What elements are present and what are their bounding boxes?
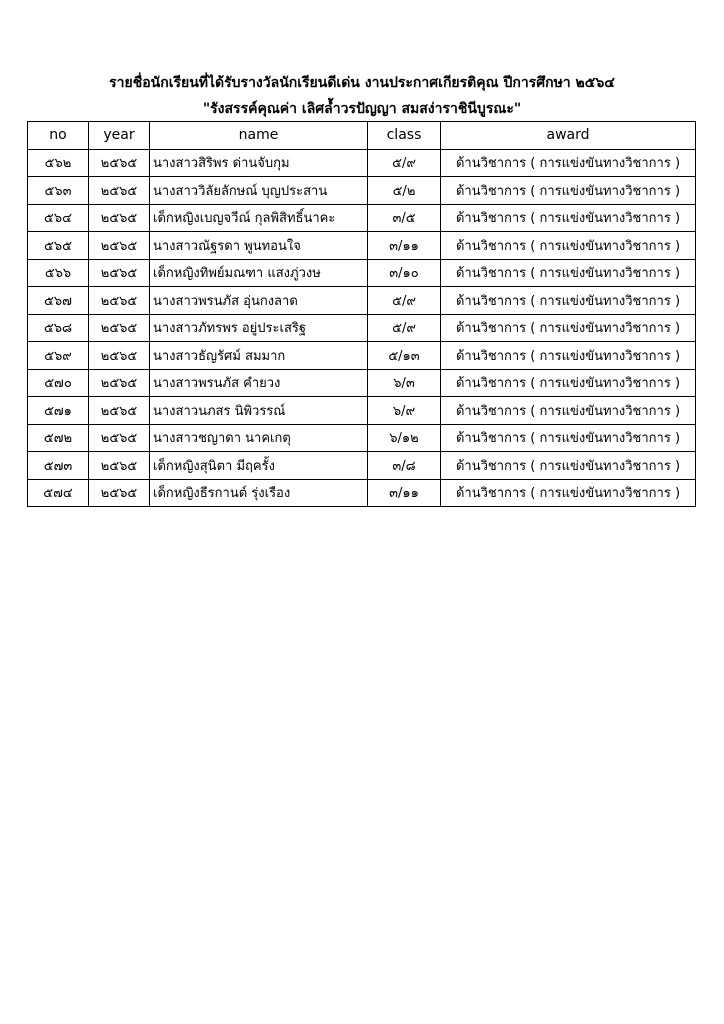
cell-no: ๕๖๙	[28, 342, 89, 370]
cell-no: ๕๖๗	[28, 287, 89, 315]
cell-award: ด้านวิชาการ ( การแข่งขันทางวิชาการ )	[441, 314, 696, 342]
table-row	[28, 397, 696, 425]
cell-award: ด้านวิชาการ ( การแข่งขันทางวิชาการ )	[441, 232, 696, 260]
cell-class: ๓/๕	[368, 204, 441, 232]
cell-class: ๖/๙	[368, 397, 441, 425]
cell-no: ๕๖๒	[28, 149, 89, 177]
cell-no: ๕๗๓	[28, 452, 89, 480]
cell-award: ด้านวิชาการ ( การแข่งขันทางวิชาการ )	[441, 204, 696, 232]
cell-class: ๓/๑๑	[368, 232, 441, 260]
cell-year: ๒๕๖๕	[89, 287, 150, 315]
table-row	[28, 287, 696, 315]
table-row	[28, 232, 696, 260]
cell-award: ด้านวิชาการ ( การแข่งขันทางวิชาการ )	[441, 177, 696, 205]
header-year: year	[89, 122, 150, 150]
cell-award: ด้านวิชาการ ( การแข่งขันทางวิชาการ )	[441, 479, 696, 507]
cell-year: ๒๕๖๕	[89, 177, 150, 205]
cell-no: ๕๖๓	[28, 177, 89, 205]
cell-name: นางสาวชญาดา นาคเกตุ	[150, 424, 368, 452]
cell-award: ด้านวิชาการ ( การแข่งขันทางวิชาการ )	[441, 397, 696, 425]
cell-year: ๒๕๖๕	[89, 397, 150, 425]
cell-name: เด็กหญิงธีรกานต์ รุ่งเรือง	[150, 479, 368, 507]
cell-name: เด็กหญิงสุนิตา มีฤครั้ง	[150, 452, 368, 480]
cell-class: ๓/๑๑	[368, 479, 441, 507]
cell-year: ๒๕๖๕	[89, 204, 150, 232]
table-row	[28, 369, 696, 397]
header-no: no	[28, 122, 89, 150]
cell-class: ๕/๙	[368, 287, 441, 315]
cell-year: ๒๕๖๕	[89, 259, 150, 287]
cell-class: ๕/๒	[368, 177, 441, 205]
cell-year: ๒๕๖๕	[89, 424, 150, 452]
cell-name: เด็กหญิงทิพย์มณฑา แสงภู่วงษ	[150, 259, 368, 287]
cell-award: ด้านวิชาการ ( การแข่งขันทางวิชาการ )	[441, 287, 696, 315]
cell-no: ๕๗๑	[28, 397, 89, 425]
cell-year: ๒๕๖๕	[89, 452, 150, 480]
cell-name: นางสาวธัญรัศม์ สมมาก	[150, 342, 368, 370]
cell-award: ด้านวิชาการ ( การแข่งขันทางวิชาการ )	[441, 342, 696, 370]
cell-name: นางสาวภัทรพร อยู่ประเสริฐ	[150, 314, 368, 342]
table-row	[28, 259, 696, 287]
cell-class: ๕/๙	[368, 314, 441, 342]
header-name: name	[150, 122, 368, 150]
cell-class: ๖/๓	[368, 369, 441, 397]
cell-name: นางสาววิลัยลักษณ์ บุญประสาน	[150, 177, 368, 205]
cell-name: นางสาวพรนภัส คำยวง	[150, 369, 368, 397]
cell-no: ๕๗๐	[28, 369, 89, 397]
cell-name: นางสาวนภสร นิพิวรรณ์	[150, 397, 368, 425]
awards-table	[27, 121, 696, 507]
cell-year: ๒๕๖๕	[89, 369, 150, 397]
cell-no: ๕๖๘	[28, 314, 89, 342]
cell-no: ๕๗๔	[28, 479, 89, 507]
table-header-row	[28, 122, 696, 150]
cell-year: ๒๕๖๕	[89, 232, 150, 260]
table-row	[28, 342, 696, 370]
cell-no: ๕๖๖	[28, 259, 89, 287]
cell-award: ด้านวิชาการ ( การแข่งขันทางวิชาการ )	[441, 369, 696, 397]
cell-name: นางสาวสิริพร ด่านจับกุม	[150, 149, 368, 177]
cell-year: ๒๕๖๕	[89, 342, 150, 370]
cell-name: นางสาวณัฐรดา พูนทอนใจ	[150, 232, 368, 260]
table-row	[28, 204, 696, 232]
cell-no: ๕๗๒	[28, 424, 89, 452]
cell-award: ด้านวิชาการ ( การแข่งขันทางวิชาการ )	[441, 259, 696, 287]
table-row	[28, 177, 696, 205]
table-row	[28, 149, 696, 177]
table-row	[28, 314, 696, 342]
table-row	[28, 424, 696, 452]
cell-no: ๕๖๔	[28, 204, 89, 232]
header-award: award	[441, 122, 696, 150]
cell-class: ๓/๑๐	[368, 259, 441, 287]
cell-class: ๓/๘	[368, 452, 441, 480]
cell-name: เด็กหญิงเบญจวีณ์ กุลพิสิทธิ์นาคะ	[150, 204, 368, 232]
header-class: class	[368, 122, 441, 150]
cell-name: นางสาวพรนภัส อุ่นกงลาด	[150, 287, 368, 315]
document-subtitle: "รังสรรค์คุณค่า เลิศล้ำวรปัญญา สมสง่าราชินีบูรณะ"	[202, 101, 522, 117]
cell-class: ๕/๑๓	[368, 342, 441, 370]
cell-class: ๖/๑๒	[368, 424, 441, 452]
cell-award: ด้านวิชาการ ( การแข่งขันทางวิชาการ )	[441, 452, 696, 480]
cell-award: ด้านวิชาการ ( การแข่งขันทางวิชาการ )	[441, 424, 696, 452]
table-row	[28, 452, 696, 480]
cell-no: ๕๖๕	[28, 232, 89, 260]
document-title: รายชื่อนักเรียนที่ได้รับรางวัลนักเรียนดีเด่น งานประกาศเกียรติคุณ ปีการศึกษา ๒๕๖๔	[109, 75, 615, 91]
cell-class: ๕/๙	[368, 149, 441, 177]
cell-year: ๒๕๖๕	[89, 149, 150, 177]
table-row	[28, 479, 696, 507]
cell-year: ๒๕๖๕	[89, 314, 150, 342]
cell-award: ด้านวิชาการ ( การแข่งขันทางวิชาการ )	[441, 149, 696, 177]
cell-year: ๒๕๖๕	[89, 479, 150, 507]
